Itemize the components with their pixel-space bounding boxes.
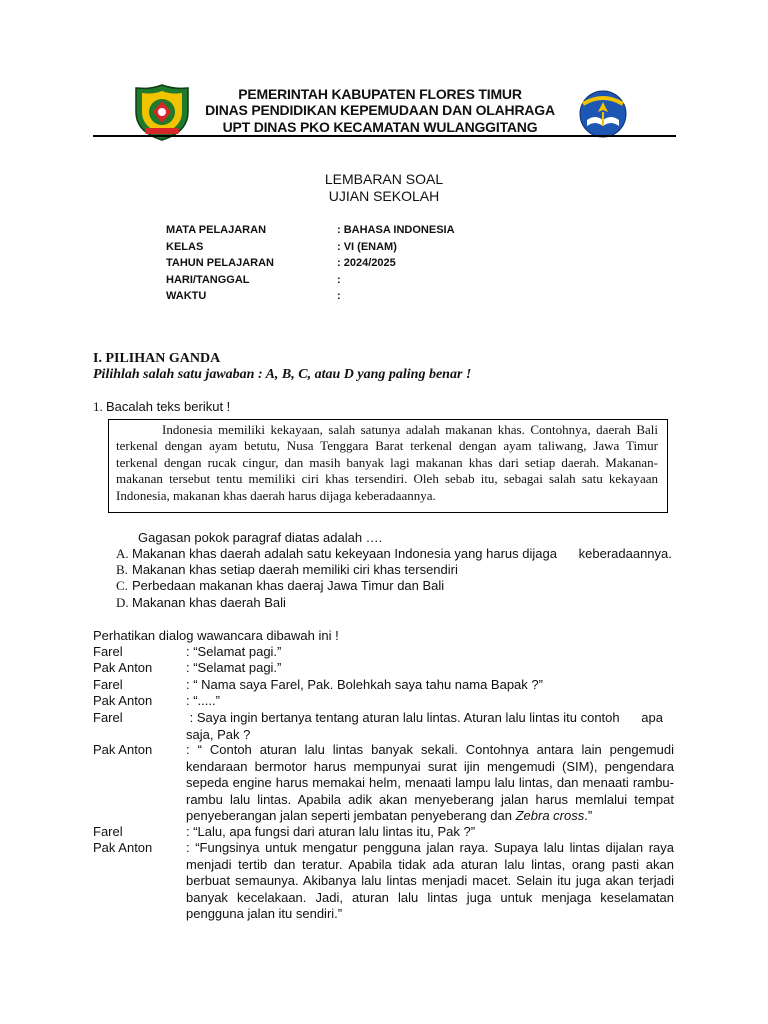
meta-value-subject: : BAHASA INDONESIA	[337, 224, 455, 236]
header-line-3: UPT DINAS PKO KECAMATAN WULANGGITANG	[222, 119, 538, 135]
section-instruction: Pilihlah salah satu jawaban : A, B, C, atau D yang paling benar !	[93, 367, 472, 382]
meta-value-time: :	[337, 290, 341, 302]
option-d-text: Makanan khas daerah Bali	[132, 595, 286, 610]
meta-value-class: : VI (ENAM)	[337, 241, 397, 253]
dialog-utterance: : “Selamat pagi.”	[186, 660, 282, 675]
option-b-letter: B.	[116, 562, 128, 577]
dialog-utterance: : Saya ingin bertanya tentang aturan lalu lintas. Aturan lalu lintas itu contoh apa saja, Pak ?	[186, 710, 667, 742]
dialog-utterance: : “Lalu, apa fungsi dari aturan lalu lintas itu, Pak ?”	[186, 824, 476, 839]
dialog-speaker: Farel	[93, 677, 123, 692]
dialog-speaker: Farel	[93, 710, 123, 725]
question-number: 1.	[93, 399, 103, 414]
dialog-utterance: : “Selamat pagi.”	[186, 644, 282, 659]
dialog-speaker: Pak Anton	[93, 742, 153, 757]
meta-label-subject: MATA PELAJARAN	[166, 224, 267, 236]
question-prompt: Bacalah teks berikut !	[106, 399, 231, 414]
header-line-2: DINAS PENDIDIKAN KEPEMUDAAN DAN OLAHRAGA	[205, 102, 555, 118]
header-line-1: PEMERINTAH KABUPATEN FLORES TIMUR	[238, 86, 522, 102]
dialog-speaker: Farel	[93, 824, 123, 839]
dialog-speaker: Farel	[93, 644, 123, 659]
meta-label-date: HARI/TANGGAL	[166, 274, 250, 286]
option-b-text: Makanan khas setiap daerah memiliki ciri khas tersendiri	[132, 562, 458, 577]
document-title: LEMBARAN SOAL	[324, 171, 444, 187]
meta-value-year: : 2024/2025	[337, 257, 396, 269]
option-c-letter: C.	[116, 578, 128, 593]
dialog-utterance: : “ Nama saya Farel, Pak. Bolehkah saya tahu nama Bapak ?”	[186, 677, 543, 692]
header-divider	[93, 135, 676, 137]
document-subtitle: UJIAN SEKOLAH	[328, 188, 440, 204]
dialog-intro: Perhatikan dialog wawancara dibawah ini !	[93, 628, 339, 643]
passage-text: Indonesia memiliki kekayaan, salah satunya adalah makanan khas. Contohnya, daerah Bali terkenal dengan ayam betutu, Nusa Tenggara Barat terkenal dengan ayam taliwang, Jawa Timur terkenal dengan rucak cingur, dan masih banyak lagi makanan khas dari setiap daerah. Makanan-makanan tersebut tentu memiliki ciri khas tersendiri. Oleh sebab itu, sebagai salah satu kekayaan Indonesia, makanan khas daerah harus dijaga keberadaannya.	[116, 422, 658, 503]
right-logo-icon	[573, 90, 633, 138]
dialog-utterance-long: : “ Contoh aturan lalu lintas banyak sekali. Contohnya antara lain pengemudi kendaraan bermotor harus mempunyai surat ijin mengemudi (SIM), pengendara sepeda engine harus memakai helm, menaati lampu lalu lintas, dan menaati rambu-rambu lalu lintas. Apabila adik akan menyeberang jalan harus memlalui tempat penyeberangan jalan seperti jembatan penyeberang dan Zebra cross.”	[186, 742, 674, 824]
section-heading: I. PILIHAN GANDA	[93, 351, 221, 366]
option-a-text: Makanan khas daerah adalah satu kekeyaan Indonesia yang harus dijaga keberadaannya.	[132, 546, 672, 561]
meta-label-class: KELAS	[166, 241, 204, 253]
meta-label-year: TAHUN PELAJARAN	[166, 257, 274, 269]
dialog-speaker: Pak Anton	[93, 840, 153, 855]
option-a-letter: A.	[116, 546, 129, 561]
meta-value-date: :	[337, 274, 341, 286]
question-text: Gagasan pokok paragraf diatas adalah ….	[138, 530, 383, 545]
option-d-letter: D.	[116, 595, 129, 610]
dialog-speaker: Pak Anton	[93, 660, 153, 675]
dialog-utterance: : “.....”	[186, 693, 220, 708]
option-c-text: Perbedaan makanan khas daeraj Jawa Timur dan Bali	[132, 578, 445, 593]
dialog-utterance-long: : “Fungsinya untuk mengatur pengguna jalan raya. Supaya lalu lintas dijalan raya menjadi tertib dan teratur. Apabila tidak ada aturan lalu lintas, orang pasti akan berbuat semaunya. Akibanya lalu lintas menjadi macet. Selain itu juga akan terjadi banyak kecelakaan. Jadi, aturan lalu lintas juga untuk menjaga keselamatan pengguna jalan itu sendiri.”	[186, 840, 674, 922]
dialog-speaker: Pak Anton	[93, 693, 153, 708]
meta-label-time: WAKTU	[166, 290, 207, 302]
